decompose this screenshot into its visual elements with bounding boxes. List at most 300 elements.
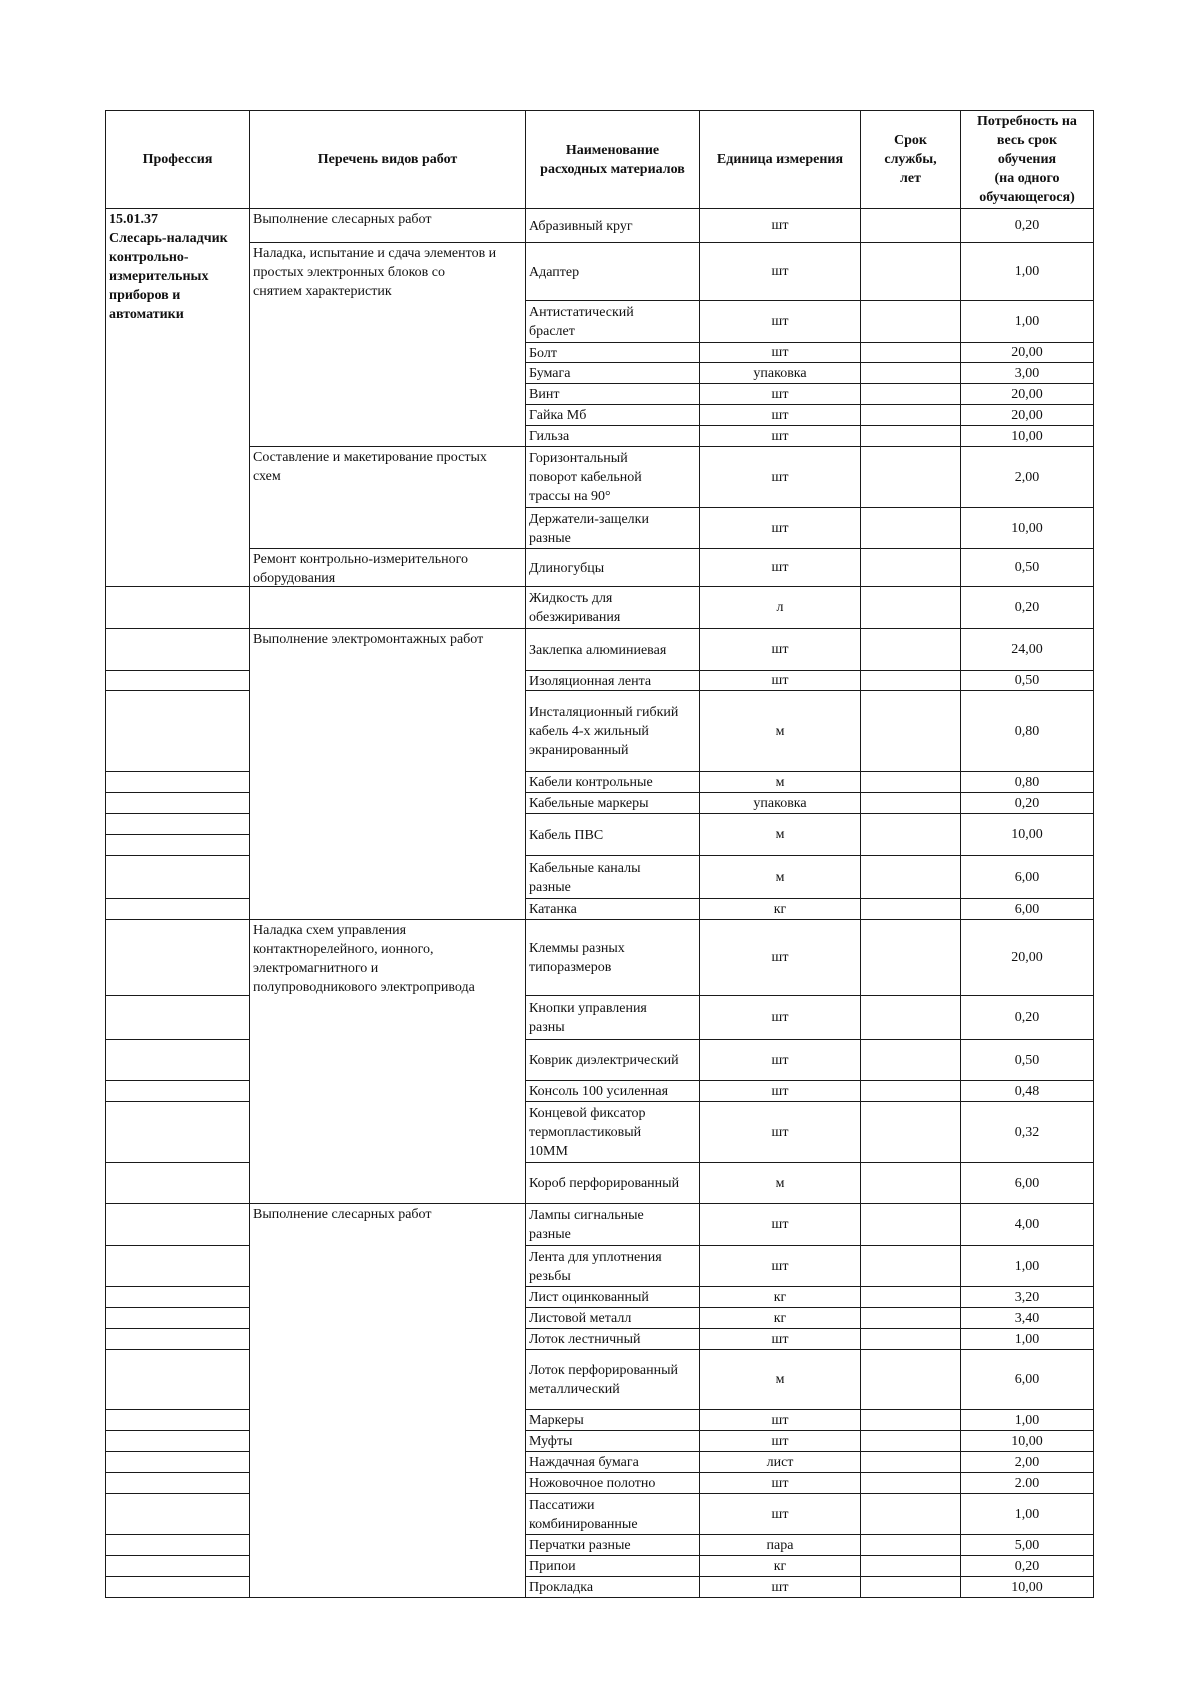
material-cell bbox=[525, 1555, 700, 1577]
material-name: Лоток лестничный bbox=[529, 1332, 641, 1347]
unit-cell bbox=[699, 1409, 861, 1431]
unit-cell bbox=[699, 919, 861, 996]
service-life-cell bbox=[860, 548, 961, 587]
service-life-cell bbox=[860, 792, 961, 814]
service-life-cell bbox=[860, 1349, 961, 1410]
work-group-label: Ремонт контрольно-измерительного оборудования bbox=[253, 552, 468, 586]
material-name: Лоток перфорированный металлический bbox=[529, 1363, 678, 1397]
need-cell bbox=[960, 404, 1094, 426]
unit-value: упаковка bbox=[753, 365, 807, 381]
unit-cell bbox=[699, 1203, 861, 1246]
need-cell bbox=[960, 586, 1094, 629]
material-name: Адаптер bbox=[529, 264, 580, 280]
work-group-cell bbox=[249, 548, 526, 587]
work-group-label: Выполнение электромонтажных работ bbox=[253, 632, 484, 647]
unit-cell bbox=[699, 690, 861, 772]
need-cell bbox=[960, 342, 1094, 363]
profession-empty-cell bbox=[105, 1555, 250, 1577]
material-cell bbox=[525, 1101, 700, 1163]
need-value: 1,00 bbox=[1014, 1412, 1040, 1428]
material-cell bbox=[525, 1493, 700, 1535]
material-cell bbox=[525, 1203, 700, 1246]
work-group-label: Наладка, испытание и сдача элементов и простых электронных блоков со снятием характеристик bbox=[253, 246, 497, 299]
service-life-cell bbox=[860, 342, 961, 363]
need-cell bbox=[960, 690, 1094, 772]
service-life-cell bbox=[860, 1472, 961, 1494]
material-name: Лента для уплотнения резьбы bbox=[529, 1249, 662, 1284]
service-life-cell bbox=[860, 690, 961, 772]
unit-cell bbox=[699, 548, 861, 587]
profession-empty-cell bbox=[105, 586, 250, 629]
need-cell bbox=[960, 383, 1094, 405]
material-name: Перчатки разные bbox=[529, 1538, 631, 1553]
profession-empty-cell bbox=[105, 771, 250, 793]
need-value: 1,00 bbox=[1014, 264, 1040, 279]
work-group-empty-cell bbox=[249, 586, 526, 629]
material-cell bbox=[525, 1245, 700, 1287]
unit-value: шт bbox=[771, 428, 789, 444]
unit-cell bbox=[699, 1307, 861, 1329]
unit-value: шт bbox=[771, 1506, 789, 1522]
unit-cell bbox=[699, 404, 861, 426]
material-cell bbox=[525, 1430, 700, 1452]
service-life-cell bbox=[860, 1039, 961, 1081]
need-value: 4,00 bbox=[1014, 1217, 1040, 1232]
need-value: 0,20 bbox=[1014, 600, 1040, 615]
need-value: 0,50 bbox=[1014, 560, 1040, 575]
material-cell bbox=[525, 342, 700, 363]
service-life-cell bbox=[860, 208, 961, 243]
need-cell bbox=[960, 1576, 1094, 1598]
need-cell bbox=[960, 1555, 1094, 1577]
unit-value: шт bbox=[771, 1433, 789, 1449]
header-material-label: Наименование расходных материалов bbox=[540, 142, 685, 177]
need-cell bbox=[960, 995, 1094, 1040]
material-name: Абразивный круг bbox=[529, 218, 633, 234]
header-service-label: Срок службы, лет bbox=[884, 133, 937, 186]
unit-cell bbox=[699, 1039, 861, 1081]
profession-empty-cell bbox=[105, 1430, 250, 1452]
profession-empty-cell bbox=[105, 1039, 250, 1081]
material-cell bbox=[525, 362, 700, 384]
service-life-cell bbox=[860, 425, 961, 447]
service-life-cell bbox=[860, 628, 961, 671]
material-name: Болт bbox=[529, 345, 557, 361]
profession-empty-cell bbox=[105, 1203, 250, 1246]
service-life-cell bbox=[860, 586, 961, 629]
material-name: Лампы сигнальные разные bbox=[529, 1208, 644, 1242]
service-life-cell bbox=[860, 404, 961, 426]
need-value: 0,48 bbox=[1014, 1083, 1040, 1099]
unit-value: м bbox=[775, 1372, 785, 1387]
unit-value: м bbox=[775, 1175, 785, 1191]
material-name: Заклепка алюминиевая bbox=[529, 642, 667, 658]
unit-value: пара bbox=[766, 1537, 794, 1553]
service-life-cell bbox=[860, 446, 961, 508]
service-life-cell bbox=[860, 1307, 961, 1329]
material-name: Муфты bbox=[529, 1434, 573, 1449]
unit-value: шт bbox=[771, 218, 789, 233]
profession-empty-cell bbox=[105, 1451, 250, 1473]
need-value: 1,00 bbox=[1014, 1258, 1040, 1274]
profession-empty-cell bbox=[105, 690, 250, 772]
need-cell bbox=[960, 1534, 1094, 1556]
unit-value: м bbox=[775, 869, 785, 885]
need-cell bbox=[960, 813, 1094, 856]
unit-value: шт bbox=[771, 1217, 789, 1232]
need-cell bbox=[960, 242, 1094, 301]
service-life-cell bbox=[860, 1451, 961, 1473]
material-cell bbox=[525, 1472, 700, 1494]
unit-cell bbox=[699, 362, 861, 384]
work-group-label: Выполнение слесарных работ bbox=[253, 212, 432, 227]
unit-value: кг bbox=[773, 1558, 787, 1574]
unit-value: л bbox=[776, 600, 784, 615]
header-service bbox=[860, 110, 961, 209]
material-name: Гайка Мб bbox=[529, 408, 587, 423]
service-life-cell bbox=[860, 1576, 961, 1598]
unit-value: шт bbox=[771, 1010, 789, 1025]
header-works-label: Перечень видов работ bbox=[317, 152, 458, 167]
unit-value: шт bbox=[771, 1412, 789, 1428]
service-life-cell bbox=[860, 383, 961, 405]
service-life-cell bbox=[860, 1286, 961, 1308]
profession-empty-cell bbox=[105, 1534, 250, 1556]
header-profession bbox=[105, 110, 250, 209]
profession-empty-cell bbox=[105, 995, 250, 1040]
service-life-cell bbox=[860, 507, 961, 549]
profession-empty-cell bbox=[105, 1576, 250, 1598]
unit-cell bbox=[699, 1493, 861, 1535]
service-life-cell bbox=[860, 919, 961, 996]
material-name: Гильза bbox=[529, 429, 570, 444]
need-value: 10,00 bbox=[1011, 428, 1043, 444]
profession-empty-cell bbox=[105, 792, 250, 814]
need-cell bbox=[960, 670, 1094, 691]
service-life-cell bbox=[860, 300, 961, 343]
header-works bbox=[249, 110, 526, 209]
need-value: 20,00 bbox=[1011, 407, 1043, 423]
need-value: 10,00 bbox=[1011, 1579, 1043, 1595]
unit-cell bbox=[699, 342, 861, 363]
need-cell bbox=[960, 425, 1094, 447]
unit-value: шт bbox=[771, 407, 789, 423]
need-cell bbox=[960, 1409, 1094, 1431]
service-life-cell bbox=[860, 995, 961, 1040]
need-value: 0,20 bbox=[1014, 218, 1040, 233]
unit-value: кг bbox=[773, 1310, 787, 1326]
material-cell bbox=[525, 919, 700, 996]
profession-empty-cell bbox=[105, 1162, 250, 1204]
service-life-cell bbox=[860, 1493, 961, 1535]
unit-cell bbox=[699, 446, 861, 508]
need-cell bbox=[960, 792, 1094, 814]
service-life-cell bbox=[860, 1555, 961, 1577]
need-cell bbox=[960, 1430, 1094, 1452]
profession-empty-cell bbox=[105, 1245, 250, 1287]
unit-value: шт bbox=[771, 1475, 789, 1491]
need-value: 10,00 bbox=[1011, 1433, 1043, 1449]
unit-cell bbox=[699, 242, 861, 301]
unit-cell bbox=[699, 383, 861, 405]
material-name: Бумага bbox=[529, 366, 571, 381]
profession-empty-cell bbox=[105, 898, 250, 920]
need-cell bbox=[960, 362, 1094, 384]
unit-value: шт bbox=[771, 469, 789, 485]
material-cell bbox=[525, 628, 700, 671]
unit-cell bbox=[699, 995, 861, 1040]
need-cell bbox=[960, 898, 1094, 920]
material-cell bbox=[525, 242, 700, 301]
need-cell bbox=[960, 1349, 1094, 1410]
unit-cell bbox=[699, 507, 861, 549]
unit-cell bbox=[699, 855, 861, 899]
profession-empty-cell bbox=[105, 855, 250, 899]
service-life-cell bbox=[860, 1430, 961, 1452]
material-name: Ножовочное полотно bbox=[529, 1476, 656, 1491]
need-cell bbox=[960, 1451, 1094, 1473]
material-name: Наждачная бумага bbox=[529, 1455, 639, 1470]
work-group-cell bbox=[249, 628, 526, 920]
profession-empty-cell bbox=[105, 1328, 250, 1350]
unit-cell bbox=[699, 813, 861, 856]
header-profession-label: Профессия bbox=[142, 152, 213, 167]
work-group-label: Выполнение слесарных работ bbox=[253, 1207, 432, 1222]
need-value: 0,80 bbox=[1014, 723, 1040, 739]
material-name: Коврик диэлектрический bbox=[529, 1053, 679, 1068]
service-life-cell bbox=[860, 898, 961, 920]
service-life-cell bbox=[860, 1080, 961, 1102]
profession-empty-cell bbox=[105, 1409, 250, 1431]
need-value: 20,00 bbox=[1011, 345, 1043, 360]
need-value: 1,00 bbox=[1014, 1506, 1040, 1522]
service-life-cell bbox=[860, 1409, 961, 1431]
need-value: 3,00 bbox=[1014, 365, 1040, 381]
unit-value: упаковка bbox=[753, 795, 807, 811]
service-life-cell bbox=[860, 1203, 961, 1246]
material-name: Жидкость для обезжиривания bbox=[529, 591, 621, 625]
material-cell bbox=[525, 1307, 700, 1329]
work-group-cell bbox=[249, 242, 526, 447]
material-name: Клеммы разных типоразмеров bbox=[529, 941, 625, 975]
unit-cell bbox=[699, 898, 861, 920]
profession-empty-cell bbox=[105, 628, 250, 671]
unit-cell bbox=[699, 1451, 861, 1473]
header-material bbox=[525, 110, 700, 209]
unit-cell bbox=[699, 1162, 861, 1204]
need-cell bbox=[960, 1039, 1094, 1081]
material-name: Винт bbox=[529, 387, 560, 402]
need-value: 1,00 bbox=[1014, 314, 1040, 329]
unit-value: шт bbox=[771, 1331, 789, 1347]
unit-cell bbox=[699, 208, 861, 243]
material-cell bbox=[525, 670, 700, 691]
need-cell bbox=[960, 855, 1094, 899]
service-life-cell bbox=[860, 1534, 961, 1556]
need-cell bbox=[960, 1307, 1094, 1329]
unit-cell bbox=[699, 1430, 861, 1452]
need-value: 20,00 bbox=[1011, 386, 1043, 402]
material-cell bbox=[525, 1349, 700, 1410]
profession-empty-cell bbox=[105, 1349, 250, 1410]
service-life-cell bbox=[860, 362, 961, 384]
material-name: Припои bbox=[529, 1559, 576, 1574]
material-cell bbox=[525, 995, 700, 1040]
unit-cell bbox=[699, 1576, 861, 1598]
need-cell bbox=[960, 628, 1094, 671]
unit-cell bbox=[699, 300, 861, 343]
need-cell bbox=[960, 1245, 1094, 1287]
material-name: Кабельные маркеры bbox=[529, 796, 649, 811]
need-cell bbox=[960, 1162, 1094, 1204]
unit-value: шт bbox=[771, 264, 789, 279]
need-cell bbox=[960, 1203, 1094, 1246]
material-name: Кнопки управления разны bbox=[529, 1001, 647, 1035]
need-cell bbox=[960, 446, 1094, 508]
unit-value: шт bbox=[771, 1579, 789, 1595]
material-name: Горизонтальный поворот кабельной трассы на 90° bbox=[529, 451, 642, 504]
material-cell bbox=[525, 1162, 700, 1204]
unit-value: шт bbox=[771, 673, 789, 688]
service-life-cell bbox=[860, 242, 961, 301]
need-value: 10,00 bbox=[1011, 520, 1043, 536]
unit-cell bbox=[699, 425, 861, 447]
profession-empty-cell bbox=[105, 919, 250, 996]
service-life-cell bbox=[860, 1328, 961, 1350]
material-cell bbox=[525, 1576, 700, 1598]
material-cell bbox=[525, 1451, 700, 1473]
need-cell bbox=[960, 1328, 1094, 1350]
unit-value: кг bbox=[773, 1289, 787, 1305]
need-value: 2,00 bbox=[1014, 1454, 1040, 1470]
need-value: 0,20 bbox=[1014, 1558, 1040, 1574]
profession-empty-cell bbox=[105, 670, 250, 691]
need-cell bbox=[960, 1493, 1094, 1535]
profession-empty-cell bbox=[105, 1286, 250, 1308]
unit-value: шт bbox=[771, 560, 789, 575]
material-name: Инсталяционный гибкий кабель 4-х жильный экранированный bbox=[529, 705, 679, 758]
service-life-cell bbox=[860, 1162, 961, 1204]
profession-empty-cell bbox=[105, 1472, 250, 1494]
work-group-cell bbox=[249, 208, 526, 243]
work-group-cell bbox=[249, 446, 526, 549]
need-value: 0,20 bbox=[1014, 795, 1040, 811]
material-cell bbox=[525, 690, 700, 772]
unit-value: шт bbox=[771, 1052, 789, 1068]
material-name: Лист оцинкованный bbox=[529, 1290, 649, 1305]
material-name: Листовой металл bbox=[529, 1311, 632, 1326]
need-cell bbox=[960, 1472, 1094, 1494]
need-value: 5,00 bbox=[1014, 1537, 1040, 1553]
need-cell bbox=[960, 548, 1094, 587]
unit-value: шт bbox=[771, 1083, 789, 1099]
unit-cell bbox=[699, 1286, 861, 1308]
unit-cell bbox=[699, 1349, 861, 1410]
material-cell bbox=[525, 586, 700, 629]
material-cell bbox=[525, 446, 700, 508]
material-cell bbox=[525, 771, 700, 793]
material-name: Прокладка bbox=[529, 1580, 594, 1595]
need-cell bbox=[960, 300, 1094, 343]
profession-empty-cell bbox=[105, 834, 250, 856]
material-name: Длиногубцы bbox=[529, 560, 605, 576]
need-value: 0,50 bbox=[1014, 673, 1040, 688]
need-value: 2.00 bbox=[1014, 1475, 1040, 1491]
unit-value: шт bbox=[771, 950, 789, 965]
unit-cell bbox=[699, 586, 861, 629]
unit-cell bbox=[699, 1472, 861, 1494]
material-cell bbox=[525, 1080, 700, 1102]
need-value: 3,40 bbox=[1014, 1310, 1040, 1326]
need-value: 24,00 bbox=[1011, 642, 1043, 657]
need-value: 0,80 bbox=[1014, 774, 1040, 790]
unit-value: шт bbox=[771, 314, 789, 329]
profession-empty-cell bbox=[105, 1307, 250, 1329]
material-cell bbox=[525, 300, 700, 343]
service-life-cell bbox=[860, 855, 961, 899]
need-value: 2,00 bbox=[1014, 469, 1040, 485]
need-cell bbox=[960, 1101, 1094, 1163]
unit-value: м bbox=[775, 723, 785, 739]
unit-value: лист bbox=[766, 1454, 794, 1470]
need-cell bbox=[960, 1080, 1094, 1102]
need-value: 6,00 bbox=[1014, 1175, 1040, 1191]
profession-empty-cell bbox=[105, 1080, 250, 1102]
unit-cell bbox=[699, 1534, 861, 1556]
material-cell bbox=[525, 507, 700, 549]
material-name: Антистатический браслет bbox=[529, 305, 634, 339]
need-value: 6,00 bbox=[1014, 869, 1040, 885]
unit-cell bbox=[699, 1328, 861, 1350]
need-cell bbox=[960, 507, 1094, 549]
unit-cell bbox=[699, 670, 861, 691]
material-name: Пассатижи комбинированные bbox=[529, 1497, 638, 1532]
material-name: Короб перфорированный bbox=[529, 1176, 680, 1191]
profession-empty-cell bbox=[105, 1493, 250, 1535]
need-value: 6,00 bbox=[1014, 901, 1040, 917]
unit-value: шт bbox=[771, 1258, 789, 1274]
material-name: Изоляционная лента bbox=[529, 673, 652, 689]
unit-value: кг bbox=[773, 901, 787, 917]
material-cell bbox=[525, 1409, 700, 1431]
need-value: 3,20 bbox=[1014, 1289, 1040, 1305]
need-cell bbox=[960, 208, 1094, 243]
material-cell bbox=[525, 548, 700, 587]
unit-value: шт bbox=[771, 520, 789, 536]
profession-cell bbox=[105, 208, 250, 587]
material-cell bbox=[525, 404, 700, 426]
need-value: 10,00 bbox=[1011, 827, 1043, 842]
profession-empty-cell bbox=[105, 813, 250, 835]
work-group-cell bbox=[249, 1203, 526, 1598]
material-name: Кабель ПВС bbox=[529, 827, 604, 843]
unit-cell bbox=[699, 1245, 861, 1287]
material-cell bbox=[525, 208, 700, 243]
header-need bbox=[960, 110, 1094, 209]
need-value: 6,00 bbox=[1014, 1372, 1040, 1387]
unit-cell bbox=[699, 792, 861, 814]
unit-cell bbox=[699, 628, 861, 671]
work-group-cell bbox=[249, 919, 526, 1204]
need-cell bbox=[960, 1286, 1094, 1308]
unit-value: м bbox=[775, 774, 785, 790]
need-cell bbox=[960, 919, 1094, 996]
unit-cell bbox=[699, 771, 861, 793]
material-name: Кабели контрольные bbox=[529, 775, 653, 790]
header-unit bbox=[699, 110, 861, 209]
profession-label: 15.01.37 Слесарь-наладчик контрольно- измерительных приборов и автоматики bbox=[109, 212, 228, 322]
service-life-cell bbox=[860, 670, 961, 691]
